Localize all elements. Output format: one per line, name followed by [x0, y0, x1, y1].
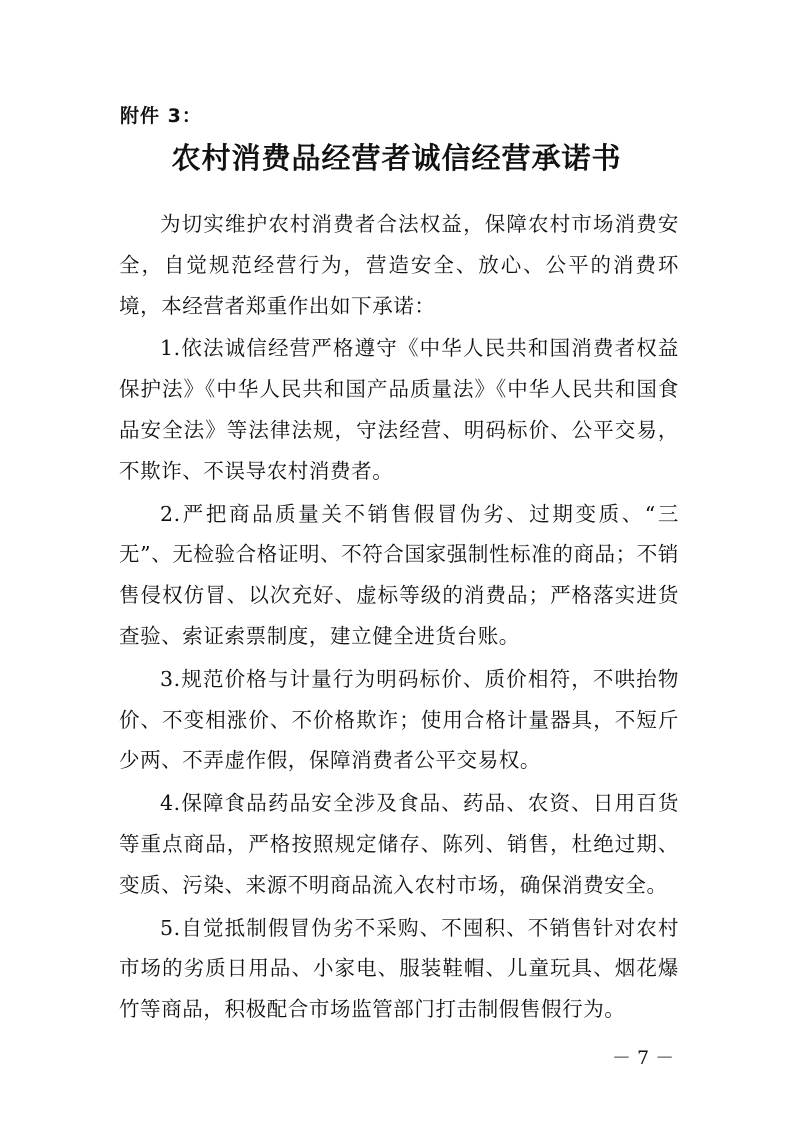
intro-paragraph: 为切实维护农村消费者合法权益，保障农村市场消费安全，自觉规范经营行为，营造安全、放心、公平的消费环境，本经营者郑重作出如下承诺： [119, 212, 679, 318]
attachment-label: 附件 3： [120, 105, 202, 127]
document-title: 农村消费品经营者诚信经营承诺书 [171, 141, 622, 175]
commitment-item-2: 2.严把商品质量关不销售假冒伪劣、过期变质、“三无”、无检验合格证明、不符合国家强制性标准的商品；不销售侵权仿冒、以次充好、虚标等级的消费品；严格落实进货查验、索证索票制度，建立健全进货台账。 [119, 501, 679, 648]
commitment-item-1: 1.依法诚信经营严格遵守《中华人民共和国消费者权益保护法》《中华人民共和国产品质量法》《中华人民共和国食品安全法》等法律法规，守法经营、明码标价、公平交易，不欺诈、不误导农村消费者。 [119, 336, 679, 483]
commitment-item-5: 5.自觉抵制假冒伪劣不采购、不囤积、不销售针对农村市场的劣质日用品、小家电、服装鞋帽、儿童玩具、烟花爆竹等商品，积极配合市场监管部门打击制假售假行为。 [119, 915, 679, 1022]
document-body [119, 204, 679, 1030]
commitment-item-4: 4.保障食品药品安全涉及食品、药品、农资、日用百货等重点商品，严格按照规定储存、陈列、销售，杜绝过期、变质、污染、来源不明商品流入农村市场，确保消费安全。 [119, 791, 679, 897]
commitment-item-3: 3.规范价格与计量行为明码标价、质价相符，不哄抬物价、不变相涨价、不价格欺诈；使用合格计量器具，不短斤少两、不弄虚作假，保障消费者公平交易权。 [119, 666, 679, 773]
page-number: － 7 － [612, 1047, 675, 1069]
